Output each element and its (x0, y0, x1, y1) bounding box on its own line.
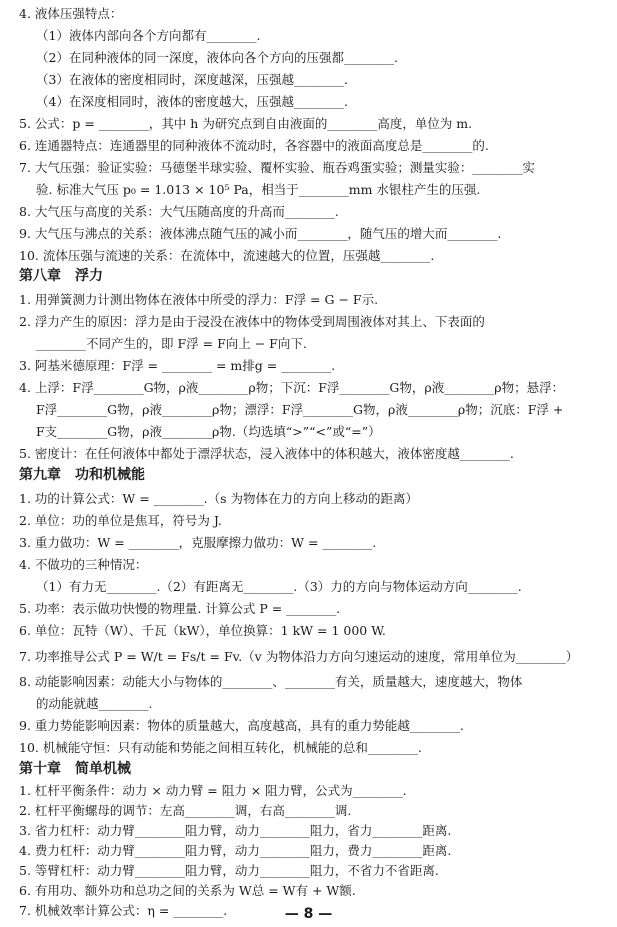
chapter-heading: 第八章 浮力 (19, 268, 103, 284)
text-line: 验. 标准大气压 p₀ = 1.013 × 10⁵ Pa，相当于________mm 水银柱产生的压强. (36, 182, 481, 197)
text-line: F浮________G物，ρ液________ρ物；漂浮：F浮________G物，ρ液________ρ物；沉底：F浮 + (36, 402, 564, 417)
text-line: ________不同产生的，即 F浮 = F向上 − F向下. (36, 336, 307, 351)
text-line: （3）在液体的密度相同时，深度越深，压强越________. (36, 72, 348, 87)
text-line: F支________G物，ρ液________ρ物.（均选填“>”“<”或“=”） (36, 424, 381, 439)
text-line: （1）有力无________.（2）有距离无________.（3）力的方向与物体运动方向________. (36, 579, 522, 594)
text-line: 3. 重力做功：W = ________，克服摩擦力做功：W = ________. (19, 535, 377, 550)
text-line: 5. 功率：表示做功快慢的物理量. 计算公式 P = ________. (19, 601, 341, 616)
text-line: 2. 浮力产生的原因：浮力是由于浸没在液体中的物体受到周围液体对其上、下表面的 (19, 314, 485, 329)
text-line: 5. 密度计：在任何液体中都处于漂浮状态，浸入液体中的体积越大，液体密度越________. (19, 446, 514, 461)
chapter-heading: 第九章 功和机械能 (19, 467, 145, 483)
text-line: 4. 上浮：F浮________G物，ρ液________ρ物；下沉：F浮________G物，ρ液________ρ物；悬浮： (19, 380, 565, 395)
text-line: 6. 有用功、额外功和总功之间的关系为 W总 = W有 + W额. (19, 883, 356, 898)
text-line: 7. 机械效率计算公式：η = ________. (19, 903, 228, 918)
text-line: 7. 功率推导公式 P = W/t = Fs/t = Fv.（v 为物体沿力方向匀速运动的速度，常用单位为________） (19, 649, 579, 664)
text-line: 5. 等臂杠杆：动力臂________阻力臂，动力________阻力，不省力不省距离. (19, 863, 439, 878)
text-line: 5. 公式：p = ________，其中 h 为研究点到自由液面的________高度，单位为 m. (19, 116, 473, 131)
chapter-heading: 第十章 简单机械 (19, 761, 131, 777)
text-line: 6. 单位：瓦特（W）、千瓦（kW），单位换算：1 kW = 1 000 W. (19, 623, 386, 638)
text-line: 10. 机械能守恒：只有动能和势能之间相互转化，机械能的总和________. (19, 740, 422, 755)
text-line: 1. 用弹簧测力计测出物体在液体中所受的浮力：F浮 = G − F示. (19, 292, 379, 307)
text-line: 1. 杠杆平衡条件：动力 × 动力臂 = 阻力 × 阻力臂，公式为________. (19, 783, 407, 798)
text-line: 3. 省力杠杆：动力臂________阻力臂，动力________阻力，省力________距离. (19, 823, 452, 838)
text-line: （4）在深度相同时，液体的密度越大，压强越________. (36, 94, 348, 109)
text-line: （1）液体内部向各个方向都有________. (36, 28, 261, 43)
text-line: 4. 不做功的三种情况： (19, 557, 148, 572)
text-line: 6. 连通器特点：连通器里的同种液体不流动时，各容器中的液面高度总是________的. (19, 138, 489, 153)
text-line: 3. 阿基米德原理：F浮 = ________ = m排g = ________. (19, 358, 336, 373)
text-line: 8. 大气压与高度的关系：大气压随高度的升高而________. (19, 204, 339, 219)
text-line: 9. 重力势能影响因素：物体的质量越大，高度越高，具有的重力势能越________. (19, 718, 464, 733)
text-line: 的动能就越________. (36, 696, 153, 711)
text-line: 7. 大气压强：验证实验：马德堡半球实验、覆杯实验、瓶吞鸡蛋实验；测量实验：________实 (19, 160, 535, 175)
text-line: 1. 功的计算公式：W = ________.（s 为物体在力的方向上移动的距离） (19, 491, 419, 506)
text-line: （2）在同种液体的同一深度，液体向各个方向的压强都________. (36, 50, 398, 65)
text-line: 10. 流体压强与流速的关系：在流体中，流速越大的位置，压强越________. (19, 248, 435, 263)
text-line: 2. 杠杆平衡螺母的调节：左高________调，右高________调. (19, 803, 352, 818)
text-line: 4. 液体压强特点： (19, 6, 123, 21)
text-line: 2. 单位：功的单位是焦耳，符号为 J. (19, 513, 222, 528)
page-number: — 8 — (284, 906, 333, 922)
text-line: 8. 动能影响因素：动能大小与物体的________、________有关，质量越大，速度越大，物体 (19, 674, 523, 689)
text-line: 9. 大气压与沸点的关系：液体沸点随气压的减小而________，随气压的增大而________. (19, 226, 502, 241)
text-line: 4. 费力杠杆：动力臂________阻力臂，动力________阻力，费力________距离. (19, 843, 452, 858)
